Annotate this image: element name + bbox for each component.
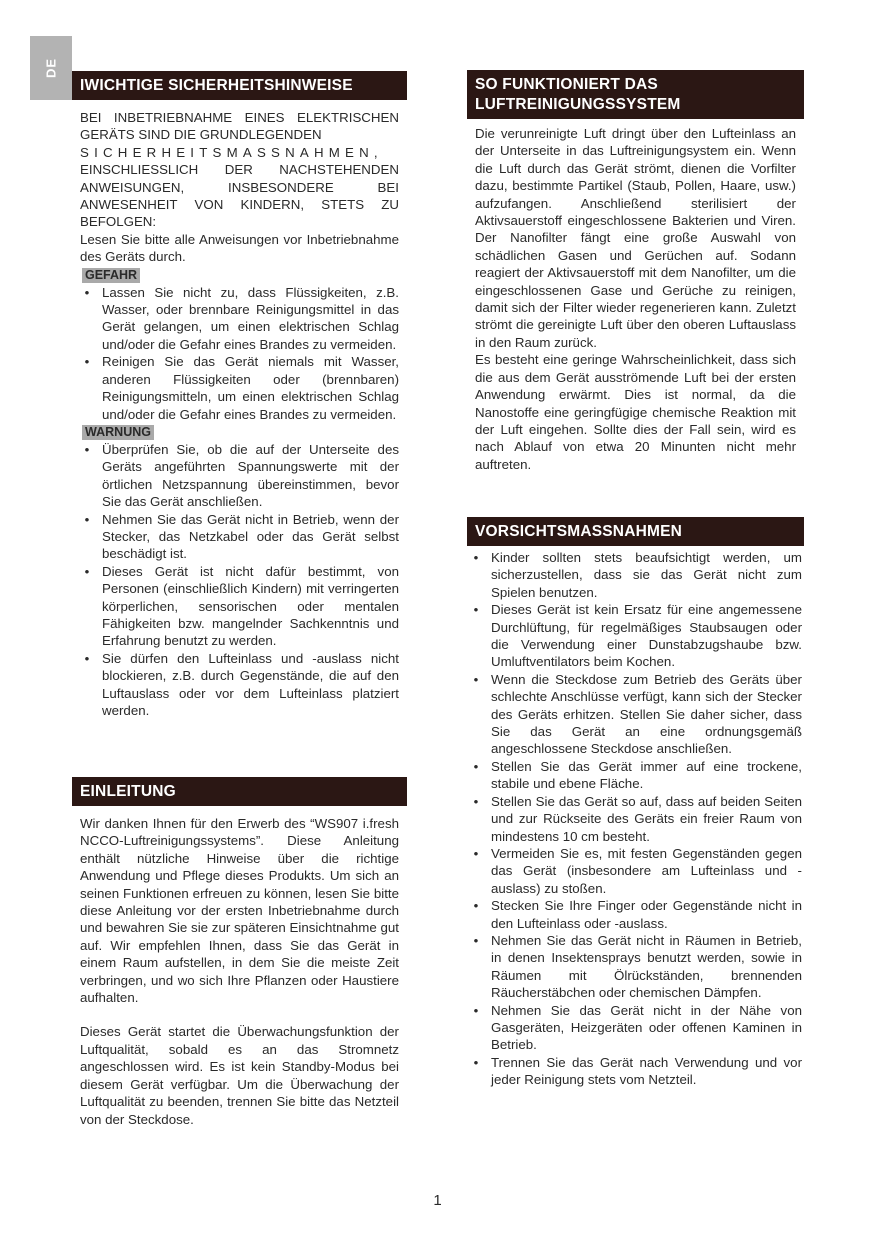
how-heading-line-1: SO FUNKTIONIERT DAS [475,76,658,93]
how-heading-line-2: LUFTREINIGUNGSSYSTEM [475,96,681,113]
warning-list [72,441,407,720]
left-column [72,71,407,719]
how-paragraph-1: Die verunreinigte Luft dringt über den Lufteinlass an der Unterseite in das Luftreinigungsystem ein. Wenn die Luft durch das Gerät strömt, dienen die Vorfilter dazu, bestimmte Partikel (Staub, Pollen, Haare, usw.) aufzufangen. Anschließend sterilisiert der Aktivsauerstoff eingeschlossene Bakterien und Viren. Der Nanofilter fängt eine große Auswahl von schädlichen Gasen und Gerüchen auf. Sodann reagiert der Aktivsauerstoff mit dem Nanofilter, um die eingeschlossenen Gase und Gerüche zu reinigen, damit sich der Filter wieder regenerieren kann. Zuletzt strömt die gereinigte Luft über den oberen Luftauslass in den Raum zurück. [475,126,796,350]
warning-label: WARNUNG [82,425,154,440]
list-item: • Wenn die Steckdose zum Betrieb des Geräts über schlechte Anschlüsse verfügt, kann sich der Stecker des Geräts erhitzen. Stellen Sie daher sicher, dass Sie das Gerät an eine ordnungsgemäß angeschlossene Steckdose anschließen. [473,671,802,757]
list-item: • Sie dürfen den Lufteinlass und -auslass nicht blockieren, z.B. durch Gegenstände, die auf den Luftauslass oder vor dem Lufteinlass platziert werden. [84,650,399,718]
danger-label: GEFAHR [82,268,140,283]
intro-paragraph-1: Wir danken Ihnen für den Erwerb des “WS907 i.fresh NCCO-Luftreinigungssystems”. Diese Anleitung enthält nützliche Hinweise über die richtige Anwendung und Pflege dieses Produkts. Um sich an seinen Funktionen erfreuen zu können, lesen Sie bitte diese Anleitung vor der ersten Inbetriebnahme durch und bewahren Sie sie zur späteren Einsichtnahme gut auf. Wir empfehlen Ihnen, dass Sie das Gerät in einem Raum aufstellen, in dem Sie die meiste Zeit verbringen, und wo sich Ihre Pflanzen oder Haustiere aufhalten. [80,816,399,1006]
list-item: • Stellen Sie das Gerät so auf, dass auf beiden Seiten und zur Rückseite des Geräts ein freier Raum von mindestens 10 cm besteht. [473,793,802,844]
safety-intro-caps-2: EINSCHLIESSLICH DER NACHSTEHENDEN ANWEISUNGEN, INSBESONDERE BEI ANWESENHEIT VON KINDERN, STETS ZU BEFOLGEN: [80,162,399,230]
list-item: • Vermeiden Sie es, mit festen Gegenständen gegen das Gerät (insbesondere am Lufteinlass und -auslass) zu stoßen. [473,845,802,896]
intro-section [72,777,407,1128]
safety-heading: IWICHTIGE SICHERHEITSHINWEISE [72,71,407,100]
intro-heading: EINLEITUNG [72,777,407,806]
right-column [467,70,804,473]
how-paragraph-2: Es besteht eine geringe Wahrscheinlichkeit, dass sich die aus dem Gerät ausströmende Luft bei der ersten Anwendung erwärmt. Dies ist normal, da die Nanostoffe eine geringfügige chemische Reaktion mit der Luft eingehen. Sollte dies der Fall sein, wird es nach Ablauf von etwa 20 Minunten nicht mehr auftreten. [475,352,796,472]
list-item: • Reinigen Sie das Gerät niemals mit Wasser, anderen Flüssigkeiten oder (brennbaren) Reinigungsmitteln, um einen elektrischen Schlag und/oder die Gefahr eines Brandes zu vermeiden. [84,354,399,422]
safety-intro [72,109,407,266]
safety-intro-read: Lesen Sie bitte alle Anweisungen vor Inbetriebnahme des Geräts durch. [80,231,399,265]
list-item: • Kinder sollten stets beaufsichtigt werden, um sicherzustellen, dass sie das Gerät nicht zum Spielen benutzen. [473,550,802,600]
safety-intro-caps-1: BEI INBETRIEBNAHME EINES ELEKTRISCHEN GERÄTS SIND DIE GRUNDLEGENDEN [80,110,399,143]
list-item: • Lassen Sie nicht zu, dass Flüssigkeiten, z.B. Wasser, oder brennbare Reinigungsmittel in das Gerät gelangen, um einen elektrischen Schlag und/oder die Gefahr eines Brandes zu vermeiden. [84,284,399,352]
list-item: • Dieses Gerät ist kein Ersatz für eine angemessene Durchlüftung, für regelmäßiges Staubsaugen oder die Verwendung einer Dunstabzugshaube bzw. Umluftventilators beim Kochen. [473,602,802,670]
list-item: • Stellen Sie das Gerät immer auf eine trockene, stabile und ebene Fläche. [473,758,802,792]
page-number: 1 [433,1192,442,1209]
list-item: • Nehmen Sie das Gerät nicht in Betrieb, wenn der Stecker, das Netzkabel oder das Gerät selbst beschädigt ist. [84,511,399,562]
precautions-section [467,517,804,1089]
language-label: DE [43,57,59,79]
danger-list [72,284,407,423]
how-heading [467,70,804,119]
intro-paragraph-2: Dieses Gerät startet die Überwachungsfunktion der Luftqualität, sobald es an das Stromnetz angeschlossen wird. Es ist kein Standby-Modus bei diesem Gerät verfügbar. Um die Überwachung der Luftqualität zu beenden, trennen Sie bitte das Netzteil von der Steckdose. [80,1024,399,1127]
safety-intro-caps-spaced: SICHERHEITSMASSNAHMEN, [80,144,383,160]
precautions-list [467,549,804,1089]
list-item: • Trennen Sie das Gerät nach Verwendung und vor jeder Reinigung stets vom Netzteil. [473,1054,802,1088]
list-item: • Nehmen Sie das Gerät nicht in der Nähe von Gasgeräten, Heizgeräten oder offenen Kaminen in Betrieb. [473,1002,802,1053]
list-item: • Stecken Sie Ihre Finger oder Gegenstände nicht in den Lufteinlass oder -auslass. [473,898,802,931]
precautions-heading: VORSICHTSMASSNAHMEN [467,517,804,546]
language-tab [30,36,72,100]
list-item: • Überprüfen Sie, ob die auf der Unterseite des Geräts angeführten Spannungswerte mit der örtlichen Netzspannung übereinstimmen, bevor Sie das Gerät anschließen. [84,441,399,510]
list-item: • Nehmen Sie das Gerät nicht in Räumen in Betrieb, in denen Insektensprays benutzt werden, sowie in Räumen mit Ölrückständen, brennenden Räucherstäbchen oder chemischen Dämpfen. [473,932,802,1001]
list-item: • Dieses Gerät ist nicht dafür bestimmt, von Personen (einschließlich Kindern) mit verringerten körperlichen, sensorischen oder mentalen Fähigkeiten bzw. mangelnder Sachkenntnis und Erfahrung benutzt zu werden. [84,563,399,649]
